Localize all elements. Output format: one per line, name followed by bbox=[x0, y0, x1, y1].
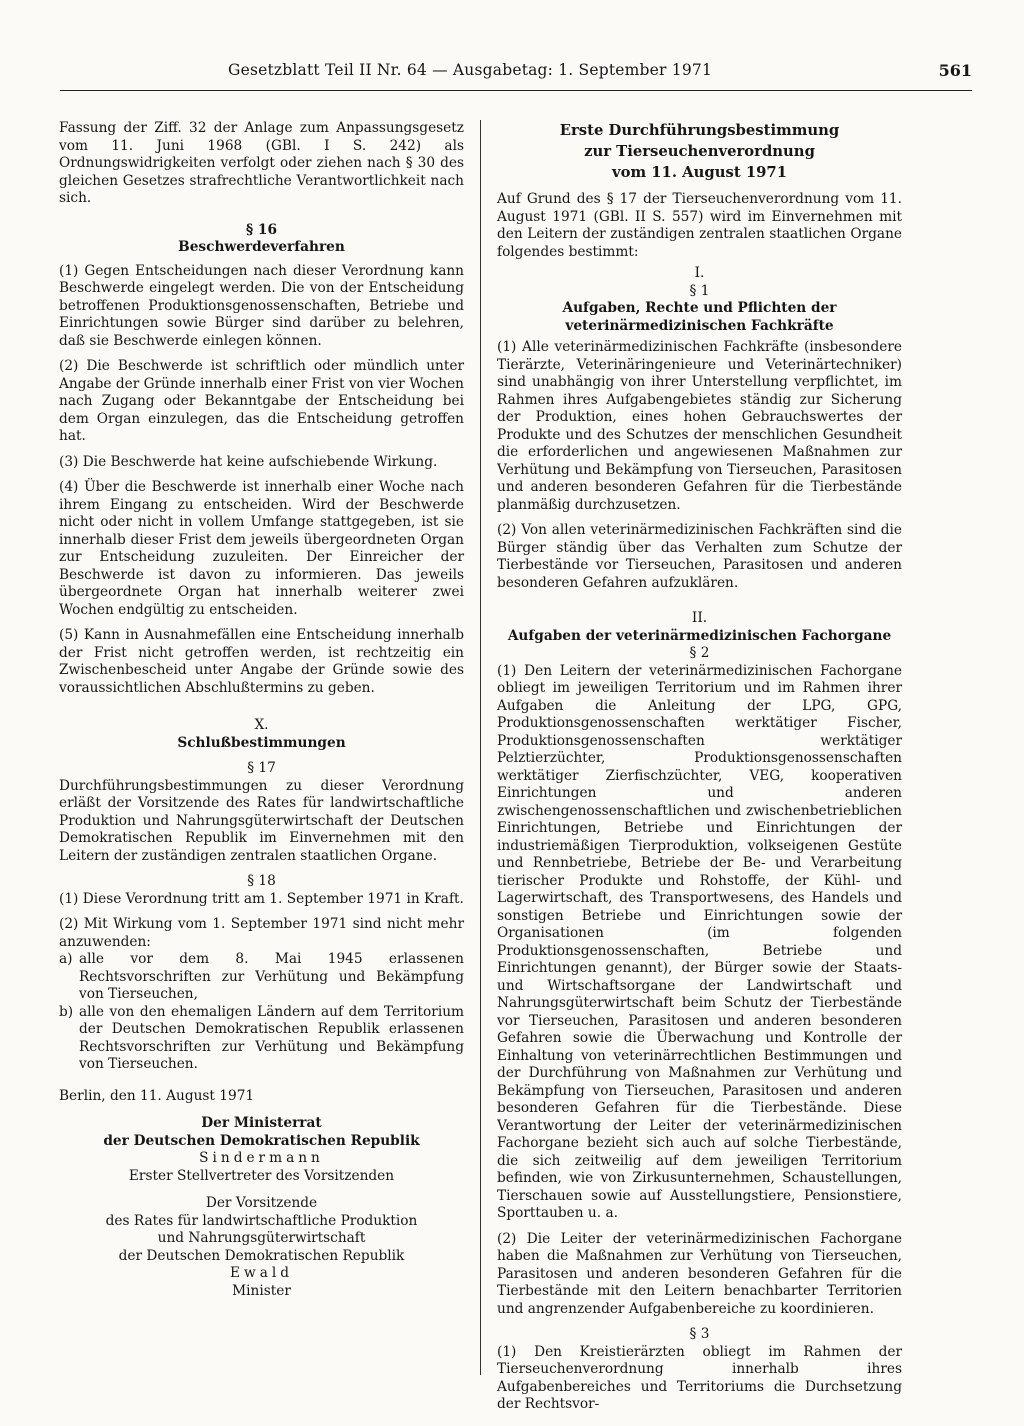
title-line-2: zur Tierseuchenverordnung bbox=[584, 143, 815, 160]
list-item bbox=[59, 951, 464, 1004]
signatory-2-line-3: und Nahrungsgüterwirtschaft bbox=[157, 1230, 366, 1246]
header-rule bbox=[60, 90, 972, 91]
s2-para-2: (2) Die Leiter der veterinärmedizinischen Fachorgane haben die Maßnahmen zur Verhütung von Tierseuchen, Parasitosen und anderen besonderen Gefahren für die Tierbestände mit den Leitern benachbarter Territorien und angrenzender Aufgabenbereiche zu koordinieren. bbox=[497, 1230, 902, 1317]
signatory-2-line-2: des Rates für landwirtschaftliche Produktion bbox=[105, 1212, 418, 1229]
section-16-title: Beschwerdeverfahren bbox=[178, 239, 345, 255]
column-divider bbox=[480, 120, 481, 1375]
part-x-title: Schlußbestimmungen bbox=[177, 734, 346, 751]
s2-para-1: (1) Den Leitern der veterinärmedizinischen Fachorgane obliegt im jeweiligen Territorium und im Rahmen ihrer Aufgaben die Anleitung der LPG, GPG, Produktionsgenossenschaften werktätiger Fischer, Produktionsgenossenschaften werktätiger Pelztierzüchter, Produktionsgenossenschaften werktätiger Zierfischzüchter, VEG, kooperativen Einrichtungen und anderen zwischengenossenschaftlichen und zwischenbetrieblichen Einrichtungen, Betriebe und Einrichtungen der industriemäßigen Tierproduktion, volkseigenen Gestüte und Rennbetriebe, Betriebe der Be- und Verarbeitung tierischer Produkte und Rohstoffe, der Kühl- und Lagerwirtschaft, des Transportwesens, des Handels und sonstigen Betriebe und Einrichtungen sowie der Organisationen (im folgenden Produktionsgenossenschaften, Betriebe und Einrichtungen genannt), der Bürger sowie der Staats- und Wirtschaftsorgane der Landwirtschaft und Nahrungsgüterwirtschaft beim Schutz der Tierbestände vor Tierseuchen, Parasitosen und anderen besonderen Gefahren sowie die Überwachung und Kontrolle der Einhaltung von veterinärrechtlichen Bestimmungen und der Durchführung von Maßnahmen zur Verhütung und Bekämpfung von Tierseuchen, Parasitosen und anderen besonderen Gefahren für die Tierbestände. Diese Verantwortung der Leiter der veterinärmedizinischen Fachorgane bezieht sich auch auf solche Tierbestände, die sich zeitweilig auf dem jeweiligen Territorium befinden, wie von Zirkusunternehmen, Schaustellungen, Tierschauen sowie auf Ausstellungstiere, Pensionstiere, Sporttauben u. a. bbox=[497, 662, 902, 1221]
part-ii-number: II. bbox=[691, 610, 708, 626]
s16-para-3: (3) Die Beschwerde hat keine aufschiebende Wirkung. bbox=[59, 453, 438, 470]
intro-paragraph: Fassung der Ziff. 32 der Anlage zum Anpassungsgesetz vom 11. Juni 1968 (GBl. I S. 242) als Ordnungswidrigkeiten verfolgt oder ziehen nach § 30 des gleichen Gesetzes strafrechtliche Verantwortlichkeit nach sich. bbox=[59, 120, 464, 206]
section-16-number: § 16 bbox=[246, 221, 277, 238]
title-line-1: Erste Durchführungsbestimmung bbox=[559, 122, 840, 139]
page-header bbox=[60, 61, 972, 87]
right-column bbox=[497, 120, 902, 1422]
part-x-number: X. bbox=[254, 717, 269, 733]
signatory-2-line-1: Der Vorsitzende bbox=[205, 1195, 318, 1211]
s16-para-4: (4) Über die Beschwerde ist innerhalb einer Woche nach ihrem Eingang zu entscheiden. Wird der Beschwerde nicht oder nicht in vollem Umfange stattgegeben, ist sie innerhalb dieser Frist dem jeweils übergeordneten Organ zur Entscheidung zuzuleiten. Der Einreicher der Beschwerde ist davon zu informieren. Das jeweils übergeordnete Organ hat innerhalb weiterer zwei Wochen endgültig zu entscheiden. bbox=[59, 479, 464, 618]
section-3-number: § 3 bbox=[689, 1326, 710, 1342]
part-ii-title: Aufgaben der veterinärmedizinischen Fachorgane bbox=[507, 627, 892, 644]
list-item-text: alle vor dem 8. Mai 1945 erlassenen Rechtsvorschriften zur Verhütung und Bekämpfung von Tierseuchen, bbox=[79, 951, 464, 1002]
document-title bbox=[497, 120, 902, 183]
section-18-number: § 18 bbox=[247, 873, 276, 889]
list-item-label: b) bbox=[59, 1003, 74, 1020]
page-number: 561 bbox=[938, 61, 972, 80]
s18-para-1: (1) Diese Verordnung tritt am 1. September 1971 in Kraft. bbox=[59, 890, 464, 907]
s3-para-1: (1) Den Kreistierärzten obliegt im Rahmen der Tierseuchenverordnung innerhalb ihres Aufgabenbereiches und Territoriums die Durchsetzung der Rechtsvor- bbox=[497, 1343, 902, 1412]
section-2-number: § 2 bbox=[689, 645, 710, 661]
left-column bbox=[59, 120, 464, 1300]
list-item bbox=[59, 1004, 464, 1074]
s1-para-2: (2) Von allen veterinärmedizinischen Fachkräften sind die Bürger ständig über das Verhalten zum Schutze der Tierbestände vor Tierseuchen, Parasitosen und anderen besonderen Gefahren aufzuklären. bbox=[497, 522, 902, 591]
signatory-1-line-1: Der Ministerrat bbox=[201, 1115, 322, 1131]
section-1-title-line-2: veterinärmedizinischen Fachkräfte bbox=[565, 317, 834, 334]
place-date: Berlin, den 11. August 1971 bbox=[59, 1087, 255, 1104]
header-title: Gesetzblatt Teil II Nr. 64 — Ausgabetag: 1. September 1971 bbox=[228, 61, 713, 79]
title-line-3: vom 11. August 1971 bbox=[611, 164, 787, 181]
preamble: Auf Grund des § 17 der Tierseuchenverordnung vom 11. August 1971 (GBl. II S. 557) wird im Einvernehmen mit den Leitern der zuständigen zentralen staatlichen Organe folgendes bestimmt: bbox=[497, 191, 902, 260]
signatory-2-name: Ewald bbox=[229, 1265, 293, 1281]
s17-para-1: Durchführungsbestimmungen zu dieser Verordnung erläßt der Vorsitzende des Rates für landwirtschaftliche Produktion und Nahrungsgüterwirtschaft der Deutschen Demokratischen Republik im Einvernehmen mit den Leitern der zuständigen zentralen staatlichen Organe. bbox=[59, 777, 464, 864]
s1-para-1: (1) Alle veterinärmedizinischen Fachkräfte (insbesondere Tierärzte, Veterinäringenieure und Veterinärtechniker) sind unabhängig von ihrer Unterstellung verpflichtet, im Rahmen ihres Aufgabengebietes ständig zur Sicherung der Produktion, eines hohen Gebrauchswertes der Produkte und des Schutzes der menschlichen Gesundheit die erforderlichen und angewiesenen Maßnahmen zur Verhütung und Bekämpfung von Tierseuchen, Parasitosen und anderen besonderen Gefahren für die Tierbestände planmäßig durchzusetzen. bbox=[497, 339, 902, 513]
section-1-title-line-1: Aufgaben, Rechte und Pflichten der bbox=[562, 300, 837, 316]
s18-list bbox=[59, 951, 464, 1074]
signatory-1-name: Sindermann bbox=[199, 1150, 324, 1166]
list-item-text: alle von den ehemaligen Ländern auf dem Territorium der Deutschen Demokratischen Republik erlassenen Rechtsvorschriften zur Verhütung und Bekämpfung von Tierseuchen. bbox=[79, 1003, 464, 1072]
signatory-2-line-4: der Deutschen Demokratischen Republik bbox=[118, 1247, 405, 1264]
list-item-label: a) bbox=[59, 951, 73, 967]
signatory-1-role: Erster Stellvertreter des Vorsitzenden bbox=[128, 1167, 395, 1184]
part-i-number: I. bbox=[694, 265, 705, 281]
s18-para-2: (2) Mit Wirkung vom 1. September 1971 sind nicht mehr anzuwenden: bbox=[59, 916, 464, 950]
section-1-number: § 1 bbox=[689, 282, 710, 299]
signatory-1-line-2: der Deutschen Demokratischen Republik bbox=[103, 1132, 420, 1149]
section-17-number: § 17 bbox=[247, 760, 276, 776]
signatory-2-role: Minister bbox=[232, 1282, 291, 1299]
s16-para-5: (5) Kann in Ausnahmefällen eine Entscheidung innerhalb der Frist nicht getroffen werden, ist rechtzeitig ein Zwischenbescheid unter Angabe der Gründe sowie des voraussichtlichen Abschlußtermins zu geben. bbox=[59, 627, 464, 696]
s16-para-2: (2) Die Beschwerde ist schriftlich oder mündlich unter Angabe der Gründe innerhalb einer Frist von vier Wochen nach Zugang oder Bekanntgabe der Entscheidung bei dem Organ einzulegen, das die Entscheidung getroffen hat. bbox=[59, 358, 464, 444]
s16-para-1: (1) Gegen Entscheidungen nach dieser Verordnung kann Beschwerde eingelegt werden. Die von der Entscheidung betroffenen Produktionsgenossenschaften, Betriebe und Einrichtungen sowie Bürger sind darüber zu belehren, daß sie Beschwerde einlegen können. bbox=[59, 262, 464, 349]
